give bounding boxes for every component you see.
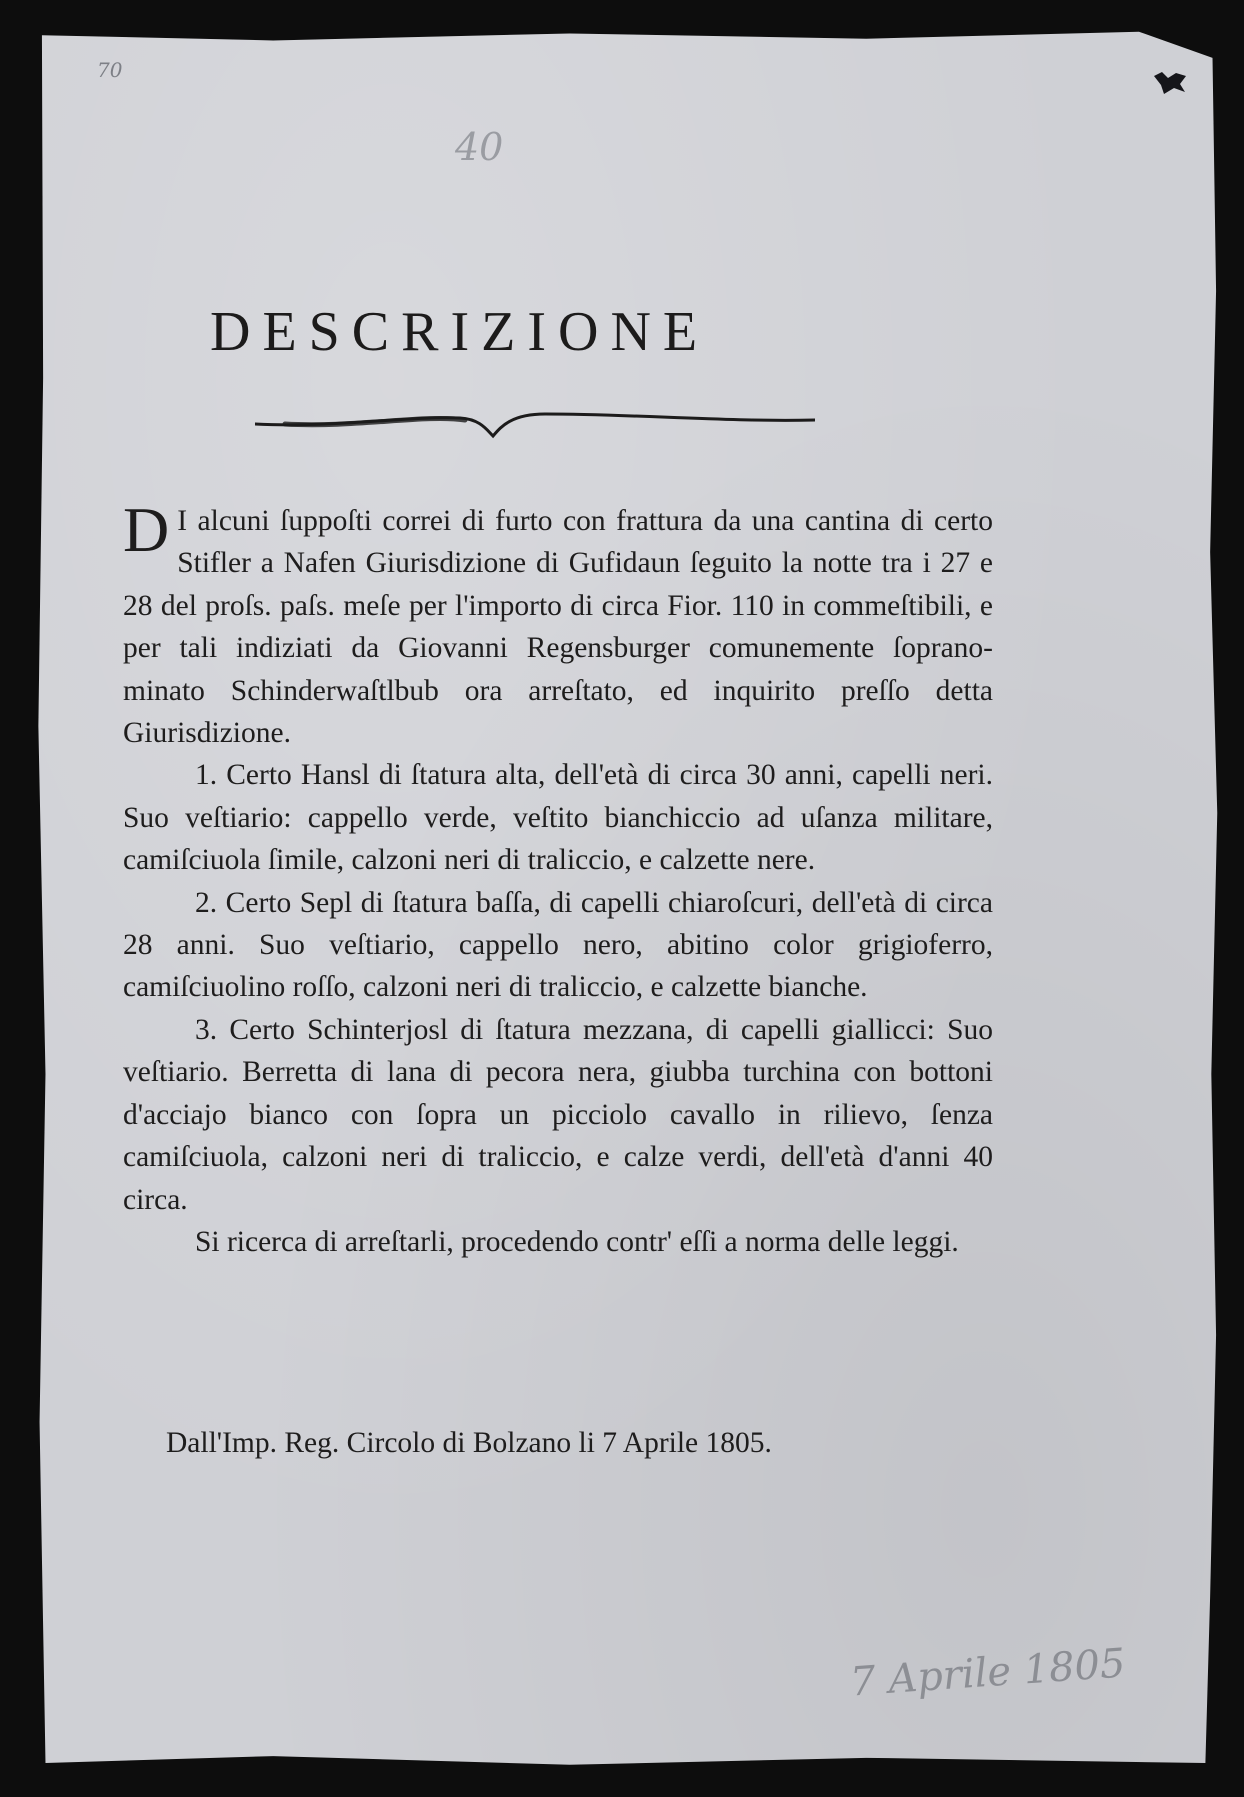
suspect-item-3: 3. Certo Schinterjosl di ſtatura mezzana, di capelli giallicci: Suo veſtiario. Berretta di lana di pecora nera, giubba turchina con bottoni d'acciajo bianco con ſopra un picciolo cavallo in rilievo, ſenza camiſciuola, calzoni neri di traliccio, e calze verdi, dell'età d'anni 40 circa.: [123, 1013, 993, 1216]
document-title: DESCRIZIONE: [210, 301, 710, 363]
handwritten-date-annotation: 7 Aprile 1805: [848, 1640, 1127, 1706]
closing-paragraph: Si ricerca di arreſtarli, procedendo contr' eſſi a norma delle leggi.: [195, 1225, 959, 1258]
page-number-annotation: 40: [455, 125, 504, 169]
drop-cap: D: [123, 494, 170, 565]
suspect-item-2: 2. Certo Sepl di ſtatura baſſa, di capelli chiaroſcuri, dell'età di circa 28 anni. Suo veſtiario, cappello nero, abitino color grigioferro, camiſciuolino roſſo, calzoni neri di traliccio, e calzette bianche.: [123, 886, 993, 1004]
suspect-item-1: 1. Certo Hansl di ſtatura alta, dell'età di circa 30 anni, capelli neri. Suo veſtiario: cappello verde, veſtito bianchiccio ad uſanza militare, camiſciuola ſimile, calzoni neri di traliccio, e calzette nere.: [123, 759, 993, 877]
corner-stamp-icon: [1152, 70, 1188, 96]
title-flourish-ornament: [255, 402, 815, 442]
document-body: [123, 494, 993, 1263]
intro-paragraph: [123, 494, 993, 754]
signoff-line: Dall'Imp. Reg. Circolo di Bolzano li 7 Aprile 1805.: [166, 1427, 772, 1459]
intro-text: I alcuni ſuppoſti correi di furto con frattura da una cantina di certo Stifler a Nafen Giurisdizione di Gufidaun ſeguito la notte tra i 27 e 28 del proſs. paſs. meſe per l'importo di circa Fior. 110 in commeſtibili, e per tali indiziati da Giovanni Regensburger comunemente ſoprano-minato Schinderwaſtlbub ora arreſtato, ed inquirito preſſo detta Giurisdizione.: [123, 505, 993, 750]
archive-number-annotation: 70: [97, 58, 123, 82]
